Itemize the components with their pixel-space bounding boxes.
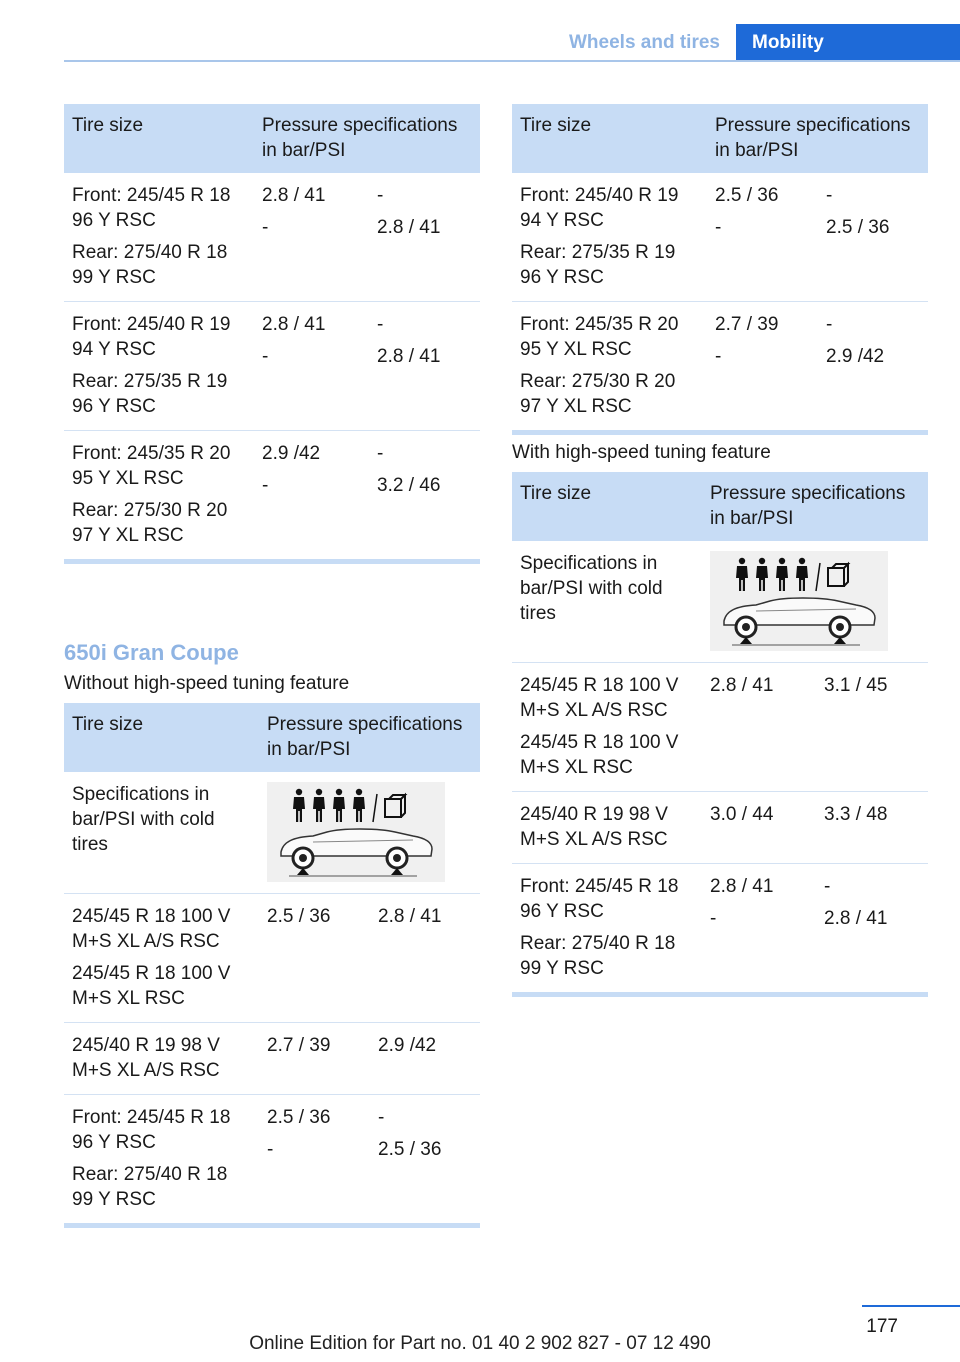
tire-size: Front: 245/45 R 18 96 Y RSC bbox=[72, 1107, 231, 1153]
pressure-value: 2.9 /42 bbox=[262, 443, 321, 464]
tire-size: 245/45 R 18 100 V M+S XL A/S RSC bbox=[72, 906, 231, 952]
table-row bbox=[512, 302, 928, 433]
tire-size: 245/45 R 18 100 V M+S XL RSC bbox=[72, 963, 231, 1009]
tire-size: Rear: 275/40 R 18 99 Y RSC bbox=[72, 1164, 228, 1210]
pressure-value: 2.8 / 41 bbox=[824, 908, 888, 929]
table-row bbox=[512, 173, 928, 302]
tire-size: 245/40 R 19 98 V M+S XL A/S RSC bbox=[520, 804, 668, 850]
tire-size: Front: 245/40 R 19 94 Y RSC bbox=[520, 185, 679, 231]
dash: - bbox=[377, 443, 384, 464]
tire-size: 245/45 R 18 100 V M+S XL RSC bbox=[520, 732, 679, 778]
dash: - bbox=[262, 217, 269, 238]
table-row bbox=[512, 541, 928, 663]
col-header-tire-size: Tire size bbox=[64, 703, 259, 772]
table-row bbox=[64, 431, 480, 562]
subheading: With high-speed tuning feature bbox=[512, 442, 771, 463]
pressure-value: 2.8 / 41 bbox=[262, 314, 326, 335]
pressure-value: 2.5 / 36 bbox=[267, 1107, 331, 1128]
col-header-tire-size: Tire size bbox=[512, 104, 707, 173]
tire-size: Rear: 275/40 R 18 99 Y RSC bbox=[72, 242, 228, 288]
left-tire-table-2 bbox=[64, 703, 480, 1228]
dash: - bbox=[262, 346, 269, 367]
pressure-value: 2.7 / 39 bbox=[267, 1035, 331, 1056]
pressure-value: 3.1 / 45 bbox=[824, 675, 888, 696]
dash: - bbox=[715, 346, 722, 367]
vehicle-load-pictogram bbox=[267, 782, 445, 882]
subheading: Without high-speed tuning feature bbox=[64, 673, 350, 694]
col-header-pressure: Pressure specifications in bar/PSI bbox=[707, 104, 928, 173]
tire-size: Front: 245/45 R 18 96 Y RSC bbox=[520, 876, 679, 922]
pressure-value: 2.5 / 36 bbox=[715, 185, 779, 206]
table-row bbox=[64, 173, 480, 302]
dash: - bbox=[710, 908, 717, 929]
dash: - bbox=[824, 876, 831, 897]
tire-size: Front: 245/35 R 20 95 Y XL RSC bbox=[72, 443, 231, 489]
header-rule bbox=[64, 60, 960, 62]
pressure-value: 2.8 / 41 bbox=[710, 675, 774, 696]
cold-tires-label: Specifications in bar/PSI with cold tires bbox=[72, 784, 215, 855]
pressure-value: 2.8 / 41 bbox=[378, 906, 442, 927]
col-header-pressure: Pressure specifications in bar/PSI bbox=[254, 104, 480, 173]
table-row bbox=[64, 894, 480, 1023]
tire-size: Rear: 275/30 R 20 97 Y XL RSC bbox=[520, 371, 676, 417]
pressure-value: 2.5 / 36 bbox=[826, 217, 890, 238]
table-row bbox=[512, 792, 928, 864]
table-row bbox=[64, 772, 480, 894]
header-section-title: Wheels and tires bbox=[569, 32, 720, 53]
dash: - bbox=[378, 1107, 385, 1128]
table-row bbox=[512, 663, 928, 792]
pressure-value: 2.8 / 41 bbox=[377, 346, 441, 367]
pressure-value: 2.7 / 39 bbox=[715, 314, 779, 335]
table-row bbox=[512, 864, 928, 995]
pressure-value: 2.5 / 36 bbox=[267, 906, 331, 927]
pressure-value: 2.8 / 41 bbox=[262, 185, 326, 206]
left-tire-table-1 bbox=[64, 104, 480, 564]
pressure-value: 2.9 /42 bbox=[378, 1035, 437, 1056]
tire-size: Front: 245/35 R 20 95 Y XL RSC bbox=[520, 314, 679, 360]
dash: - bbox=[826, 185, 833, 206]
section-title: 650i Gran Coupe bbox=[64, 640, 239, 665]
right-tire-table-2 bbox=[512, 472, 928, 997]
dash: - bbox=[262, 475, 269, 496]
table-row bbox=[64, 1023, 480, 1095]
pressure-value: 2.5 / 36 bbox=[378, 1139, 442, 1160]
dash: - bbox=[267, 1139, 274, 1160]
page-number: 177 bbox=[866, 1316, 898, 1337]
right-tire-table-1 bbox=[512, 104, 928, 435]
pressure-value: 2.8 / 41 bbox=[377, 217, 441, 238]
dash: - bbox=[377, 185, 384, 206]
header-chapter-tab: Mobility bbox=[736, 24, 960, 61]
pressure-value: 3.3 / 48 bbox=[824, 804, 888, 825]
col-header-tire-size: Tire size bbox=[64, 104, 254, 173]
cold-tires-label: Specifications in bar/PSI with cold tires bbox=[520, 553, 663, 624]
table-row bbox=[64, 302, 480, 431]
tire-size: Rear: 275/35 R 19 96 Y RSC bbox=[72, 371, 228, 417]
tire-size: Front: 245/40 R 19 94 Y RSC bbox=[72, 314, 231, 360]
table-row bbox=[64, 1095, 480, 1226]
footer-rule bbox=[862, 1305, 960, 1307]
dash: - bbox=[377, 314, 384, 335]
footer-edition-text: Online Edition for Part no. 01 40 2 902 827 - 07 12 490 bbox=[249, 1333, 711, 1354]
pressure-value: 2.8 / 41 bbox=[710, 876, 774, 897]
vehicle-load-pictogram bbox=[710, 551, 888, 651]
tire-size: Rear: 275/35 R 19 96 Y RSC bbox=[520, 242, 676, 288]
tire-size: 245/40 R 19 98 V M+S XL A/S RSC bbox=[72, 1035, 220, 1081]
dash: - bbox=[826, 314, 833, 335]
pressure-value: 3.2 / 46 bbox=[377, 475, 441, 496]
pressure-value: 3.0 / 44 bbox=[710, 804, 774, 825]
col-header-tire-size: Tire size bbox=[512, 472, 702, 541]
tire-size: 245/45 R 18 100 V M+S XL A/S RSC bbox=[520, 675, 679, 721]
tire-size: Rear: 275/40 R 18 99 Y RSC bbox=[520, 933, 676, 979]
col-header-pressure: Pressure specifications in bar/PSI bbox=[702, 472, 928, 541]
col-header-pressure: Pressure specifications in bar/PSI bbox=[259, 703, 480, 772]
pressure-value: 2.9 /42 bbox=[826, 346, 885, 367]
dash: - bbox=[715, 217, 722, 238]
tire-size: Rear: 275/30 R 20 97 Y XL RSC bbox=[72, 500, 228, 546]
tire-size: Front: 245/45 R 18 96 Y RSC bbox=[72, 185, 231, 231]
